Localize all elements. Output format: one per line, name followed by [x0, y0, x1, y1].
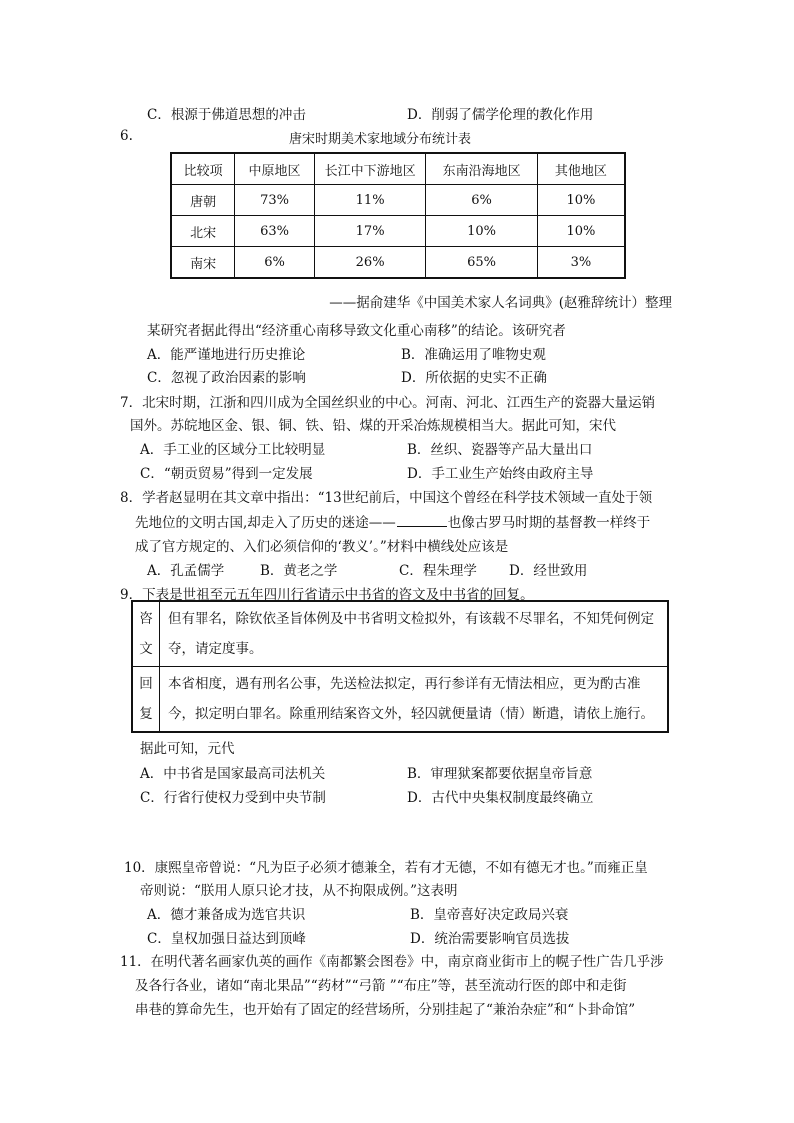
q11-line-1: 11．在明代著名画家仇英的画作《南都繁会图卷》中，南京商业街市上的幌子性广告几乎涉 [120, 954, 664, 970]
table-cell: 63% [235, 216, 315, 247]
q11-line-2: 及各行各业，诸如“南北果品”“药材”“弓箭 ”“布庄”等，甚至流动行医的郎中和走街 [135, 978, 627, 994]
table-row [171, 185, 625, 216]
table-header-cell: 长江中下游地区 [314, 153, 425, 185]
q10-option-c: C．皇权加强日益达到顶峰 [147, 931, 306, 947]
row-label-cell [132, 667, 160, 733]
table-cell: 6% [426, 185, 537, 216]
table-row [171, 216, 625, 247]
row-text-cell: 本省相度，遇有刑名公事，先送检法拟定，再行参详有无情法相应，更为酌古准今，拟定明白罪名。除重刑结案咨文外，轻囚就便量请（情）断遣，请依上施行。 [160, 667, 669, 733]
q9-tail: 据此可知，元代 [140, 741, 235, 757]
q8-option-b: B．黄老之学 [260, 563, 338, 579]
table-header-cell: 东南沿海地区 [426, 153, 537, 185]
table-header-cell: 比较项 [171, 153, 235, 185]
q6-option-b: B．准确运用了唯物史观 [401, 347, 546, 363]
answer-blank [397, 514, 447, 527]
q6-stem: 某研究者据此得出“经济重心南移导致文化重心南移”的结论。该研究者 [147, 323, 566, 339]
row-label-char: 咨 [139, 611, 153, 627]
table-cell: 73% [235, 185, 315, 216]
row-label-char: 回 [139, 676, 153, 692]
q9-option-b: B．审理狱案都要依据皇帝旨意 [407, 766, 593, 782]
q8-line-1: 8．学者赵显明在其文章中指出：“13世纪前后，中国这个曾经在科学技术领域一直处于领 [120, 490, 653, 506]
table-cell: 26% [314, 247, 425, 279]
q5-option-d: D．削弱了儒学伦理的教化作用 [407, 107, 594, 123]
q6-option-a: A．能严谨地进行历史推论 [147, 347, 306, 363]
q7-line-2: 国外。苏皖地区金、银、铜、铁、铅、煤的开采冶炼规模相当大。据此可知，宋代 [130, 418, 616, 434]
q10-option-b: B．皇帝喜好决定政局兴衰 [410, 907, 569, 923]
q10-line-1: 10．康熙皇帝曾说：“凡为臣子必须才德兼全，若有才无德，不如有德无才也。”而雍正皇 [124, 860, 648, 876]
q7-option-b: B．丝织、瓷器等产品大量出口 [407, 442, 593, 458]
row-label-char: 复 [139, 706, 153, 722]
q8-line-2 [135, 511, 650, 531]
row-label-char: 文 [139, 641, 153, 657]
q6-table-title: 唐宋时期美术家地域分布统计表 [289, 132, 472, 147]
table-cell: 11% [314, 185, 425, 216]
row-label-cell [132, 601, 160, 667]
q10-option-d: D．统治需要影响官员选拔 [410, 931, 570, 947]
q6-option-d: D．所依据的史实不正确 [401, 370, 547, 386]
q6-table [170, 152, 626, 279]
table-row [132, 601, 668, 667]
table-cell: 唐朝 [171, 185, 235, 216]
table-cell: 10% [426, 216, 537, 247]
table-header-cell: 中原地区 [235, 153, 315, 185]
table-cell: 65% [426, 247, 537, 279]
q9-option-a: A．中书省是国家最高司法机关 [140, 766, 326, 782]
q8-option-d: D．经世致用 [509, 563, 588, 579]
q5-option-c: C．根源于佛道思想的冲击 [147, 107, 306, 123]
q8-line-3: 成了官方规定的、入们必须信仰的‘教义’。”材料中横线处应该是 [135, 539, 509, 555]
q8-option-c: C．程朱理学 [399, 563, 477, 579]
table-cell: 10% [537, 216, 625, 247]
table-cell: 17% [314, 216, 425, 247]
q7-line-1: 7．北宋时期，江浙和四川成为全国丝织业的中心。河南、河北、江西生产的瓷器大量运销 [120, 395, 656, 411]
q9-option-d: D．古代中央集权制度最终确立 [407, 790, 594, 806]
q9-stem: 9．下表是世祖至元五年四川行省请示中书省的咨文及中书省的回复。 [120, 587, 534, 603]
table-cell: 南宋 [171, 247, 235, 279]
q8-option-a: A．孔孟儒学 [147, 563, 225, 579]
table-cell: 10% [537, 185, 625, 216]
q7-option-c: C．“朝贡贸易”得到一定发展 [140, 466, 313, 482]
table-header-row [171, 153, 625, 185]
q6-number: 6. [120, 128, 133, 144]
table-row [132, 667, 668, 733]
q6-option-c: C．忽视了政治因素的影响 [147, 370, 306, 386]
q9-table [131, 600, 669, 733]
q8-line-2-after-blank: 也像古罗马时期的基督教一样终于 [447, 515, 651, 531]
q8-line-2-before-blank: 先地位的文明古国,却走入了历史的迷途—— [135, 515, 396, 531]
table-cell: 北宋 [171, 216, 235, 247]
table-cell: 3% [537, 247, 625, 279]
q7-option-d: D．手工业生产始终由政府主导 [407, 466, 594, 482]
row-text-cell: 但有罪名，除钦依圣旨体例及中书省明文检拟外，有该载不尽罪名，不知凭何例定夺，请定度事。 [160, 601, 669, 667]
table-row [171, 247, 625, 279]
table-cell: 6% [235, 247, 315, 279]
q6-source: ——据俞建华《中国美术家人名词典》(赵雅辞统计）整理 [329, 295, 672, 311]
q11-line-3: 串巷的算命先生，也开始有了固定的经营场所，分别挂起了“兼治杂症”和“卜卦命馆” [135, 1002, 636, 1018]
q10-option-a: A．德才兼备成为选官共识 [147, 907, 306, 923]
q7-option-a: A．手工业的区域分工比较明显 [140, 442, 326, 458]
table-header-cell: 其他地区 [537, 153, 625, 185]
q10-line-2: 帝则说：“朕用人原只论才技，从不拘限成例。”这表明 [140, 883, 458, 899]
q9-option-c: C．行省行使权力受到中央节制 [140, 790, 326, 806]
